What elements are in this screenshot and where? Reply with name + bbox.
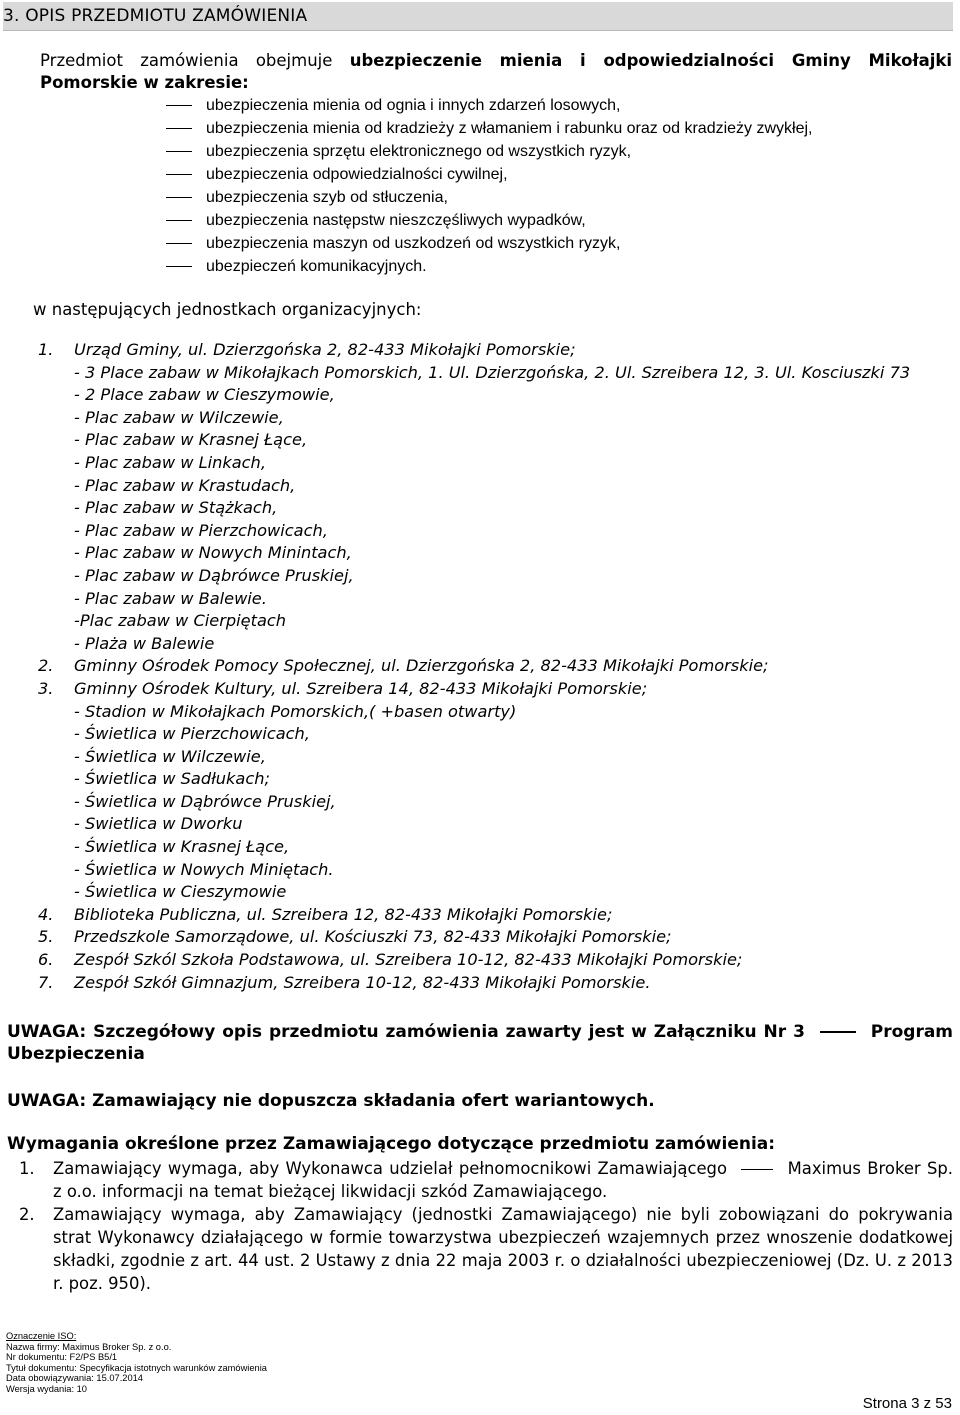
- unit-item: [38, 339, 958, 362]
- scope-list: [166, 94, 813, 278]
- scope-item: [166, 117, 813, 140]
- unit-number: 5.: [38, 927, 54, 947]
- section-header: [3, 2, 953, 31]
- dash-bullet-icon: [166, 243, 192, 244]
- unit-subitem-text: - Świetlica w Sadłukach;: [74, 769, 270, 789]
- footer-iso-label: Oznaczenie ISO:: [6, 1331, 77, 1341]
- unit-text: Zespół Szkól Szkoła Podstawowa, ul. Szreibera 10-12, 82-433 Mikołajki Pomorskie;: [74, 950, 743, 970]
- unit-subitem: [38, 859, 958, 882]
- requirement-text-b: Maximus Broker Sp. z o.o. informacji na temat bieżącej likwidacji szkód Zamawiającego.: [53, 1159, 954, 1201]
- requirements-list: [7, 1157, 953, 1295]
- unit-item: [38, 904, 958, 927]
- note-detailed-description: [7, 1021, 953, 1065]
- footer-line: Nazwa firmy: Maximus Broker Sp. z o.o.: [6, 1341, 172, 1352]
- unit-subitem: [38, 520, 958, 543]
- dash-bullet-icon: [166, 220, 192, 221]
- unit-subitem: [38, 746, 958, 769]
- intro-paragraph: [40, 50, 952, 94]
- unit-text: Przedszkole Samorządowe, ul. Kościuszki 73, 82-433 Mikołajki Pomorskie;: [74, 927, 672, 947]
- note1-text-a: UWAGA: Szczegółowy opis przedmiotu zamówienia zawarty jest w Załączniku Nr 3: [7, 1022, 805, 1042]
- unit-subitem: [38, 836, 958, 859]
- unit-subitem-text: -Plac zabaw w Cierpiętach: [74, 611, 287, 631]
- requirement-item: [7, 1203, 953, 1295]
- unit-subitem-text: - 2 Place zabaw w Cieszymowie,: [74, 385, 335, 405]
- unit-subitem-text: - Plac zabaw w Dąbrówce Pruskiej,: [74, 565, 354, 585]
- unit-subitem: [38, 768, 958, 791]
- requirement-item: [7, 1157, 953, 1203]
- unit-subitem-text: - Plac zabaw w Krastudach,: [74, 475, 296, 495]
- unit-text: Gminny Ośrodek Kultury, ul. Szreibera 14, 82-433 Mikołajki Pomorskie;: [74, 678, 648, 698]
- unit-item: [38, 926, 958, 949]
- scope-item: [166, 255, 813, 278]
- scope-item: [166, 209, 813, 232]
- unit-subitem-text: - 3 Place zabaw w Mikołajkach Pomorskich, 1. Ul. Dzierzgońska, 2. Ul. Szreibera 12, 3. Ul. Kosciuszki 73: [74, 362, 911, 382]
- scope-item-text: ubezpieczenia następstw nieszczęśliwych wypadków,: [206, 212, 586, 229]
- requirement-number: 1.: [19, 1159, 35, 1178]
- scope-item-text: ubezpieczenia sprzętu elektronicznego od wszystkich ryzyk,: [206, 143, 632, 160]
- note1-text-b: Program Ubezpieczenia: [7, 1022, 954, 1064]
- units-list: [38, 339, 958, 994]
- unit-subitem: [38, 588, 958, 611]
- scope-item-text: ubezpieczenia mienia od ognia i innych zdarzeń losowych,: [206, 97, 621, 114]
- unit-subitem-text: - Świetlica w Wilczewie,: [74, 746, 266, 766]
- dash-bullet-icon: [166, 174, 192, 175]
- intro-bold: ubezpieczenie mienia i odpowiedzialności Gminy Mikołajki Pomorskie w zakresie:: [40, 51, 952, 92]
- footer-document-info: [6, 1331, 267, 1395]
- unit-subitem-text: - Świetlica w Pierzchowicach,: [74, 724, 310, 744]
- requirement-text: Zamawiający wymaga, aby Zamawiający (jednostki Zamawiającego) nie byli zobowiązani do pokrywania strat Wykonawcy działającego w formie towarzystwa ubezpieczeń wzajemnych przez wnoszenie dodatkowej składki, zgodnie z art. 44 ust. 2 Ustawy z dnia 22 maja 2003 r. o działalności ubezpieczeniowej (Dz. U. z 2013 r. poz. 950).: [53, 1205, 953, 1293]
- footer-line: Wersja wydania: 10: [6, 1383, 87, 1394]
- unit-subitem-text: - Stadion w Mikołajkach Pomorskich,( +basen otwarty): [74, 701, 517, 721]
- unit-subitem-text: - Plaża w Balewie: [74, 633, 215, 653]
- footer-line: Data obowiązywania: 15.07.2014: [6, 1373, 143, 1384]
- footer-line: Nr dokumentu: F2/PS B5/1: [6, 1352, 118, 1363]
- unit-subitem: [38, 497, 958, 520]
- scope-item: [166, 94, 813, 117]
- requirements-title: Wymagania określone przez Zamawiającego dotyczące przedmiotu zamówienia:: [7, 1134, 776, 1154]
- unit-text: Zespół Szkół Gimnazjum, Szreibera 10-12, 82-433 Mikołajki Pomorskie.: [74, 972, 651, 992]
- unit-number: 7.: [38, 972, 54, 992]
- unit-subitem: [38, 723, 958, 746]
- requirement-number: 2.: [19, 1205, 35, 1224]
- unit-text: Gminny Ośrodek Pomocy Społecznej, ul. Dzierzgońska 2, 82-433 Mikołajki Pomorskie;: [74, 656, 769, 676]
- unit-text: Urząd Gminy, ul. Dzierzgońska 2, 82-433 Mikołajki Pomorskie;: [74, 340, 576, 359]
- unit-subitem: [38, 475, 958, 498]
- scope-item-text: ubezpieczeń komunikacyjnych.: [206, 258, 427, 275]
- unit-subitem: [38, 610, 958, 633]
- unit-item: [38, 678, 958, 701]
- unit-subitem: [38, 791, 958, 814]
- intro-prefix: Przedmiot zamówienia obejmuje: [40, 51, 350, 70]
- dash-separator: [741, 1169, 773, 1170]
- dash-bullet-icon: [166, 105, 192, 106]
- unit-subitem: [38, 452, 958, 475]
- unit-subitem: [38, 407, 958, 430]
- unit-item: [38, 655, 958, 678]
- unit-number: 2.: [38, 656, 54, 676]
- scope-item: [166, 163, 813, 186]
- unit-subitem-text: - Plac zabaw w Krasnej Łące,: [74, 430, 308, 450]
- unit-subitem: [38, 701, 958, 724]
- dash-bullet-icon: [166, 197, 192, 198]
- unit-subitem-text: - Świetlica w Dąbrówce Pruskiej,: [74, 791, 336, 811]
- unit-subitem: [38, 429, 958, 452]
- dash-bullet-icon: [166, 128, 192, 129]
- units-label: w następujących jednostkach organizacyjnych:: [33, 300, 422, 319]
- scope-item-text: ubezpieczenia szyb od stłuczenia,: [206, 189, 448, 206]
- unit-subitem-text: - Plac zabaw w Wilczewie,: [74, 407, 284, 427]
- unit-number: 3.: [38, 678, 54, 698]
- dash-separator: [820, 1031, 856, 1033]
- unit-subitem-text: - Plac zabaw w Nowych Minintach,: [74, 543, 352, 563]
- unit-subitem: [38, 542, 958, 565]
- unit-subitem-text: - Plac zabaw w Pierzchowicach,: [74, 520, 328, 540]
- unit-text: Biblioteka Publiczna, ul. Szreibera 12, 82-433 Mikołajki Pomorskie;: [74, 904, 613, 924]
- unit-subitem: [38, 384, 958, 407]
- scope-item: [166, 140, 813, 163]
- requirement-text-a: Zamawiający wymaga, aby Wykonawca udzielał pełnomocnikowi Zamawiającego: [53, 1159, 727, 1178]
- unit-subitem: [38, 633, 958, 656]
- unit-subitem-text: - Plac zabaw w Stążkach,: [74, 498, 278, 518]
- scope-item: [166, 186, 813, 209]
- unit-subitem: [38, 881, 958, 904]
- unit-subitem-text: - Plac zabaw w Linkach,: [74, 452, 266, 472]
- scope-item-text: ubezpieczenia mienia od kradzieży z włamaniem i rabunku oraz od kradzieży zwykłej,: [206, 120, 813, 137]
- unit-number: 4.: [38, 904, 54, 924]
- unit-number: 1.: [38, 340, 54, 359]
- scope-item-text: ubezpieczenia maszyn od uszkodzeń od wszystkich ryzyk,: [206, 235, 621, 252]
- unit-item: [38, 949, 958, 972]
- section-title: 3. OPIS PRZEDMIOTU ZAMÓWIENIA: [3, 6, 308, 26]
- unit-subitem-text: - Świetlica w Cieszymowie: [74, 882, 287, 902]
- unit-number: 6.: [38, 950, 54, 970]
- unit-subitem-text: - Swietlica w Dworku: [74, 814, 243, 834]
- unit-subitem-text: - Świetlica w Krasnej Łące,: [74, 837, 290, 857]
- unit-subitem: [38, 813, 958, 836]
- unit-subitem: [38, 362, 958, 385]
- note-no-variants: UWAGA: Zamawiający nie dopuszcza składania ofert wariantowych.: [7, 1091, 655, 1111]
- scope-item-text: ubezpieczenia odpowiedzialności cywilnej,: [206, 166, 508, 183]
- unit-subitem-text: - Plac zabaw w Balewie.: [74, 588, 267, 608]
- unit-item: [38, 972, 958, 995]
- footer-line: Tytuł dokumentu: Specyfikacja istotnych warunków zamówienia: [6, 1362, 267, 1373]
- dash-bullet-icon: [166, 266, 192, 267]
- scope-item: [166, 232, 813, 255]
- dash-bullet-icon: [166, 151, 192, 152]
- page-number: Strona 3 z 53: [862, 1395, 952, 1412]
- unit-subitem: [38, 565, 958, 588]
- unit-subitem-text: - Świetlica w Nowych Miniętach.: [74, 859, 334, 879]
